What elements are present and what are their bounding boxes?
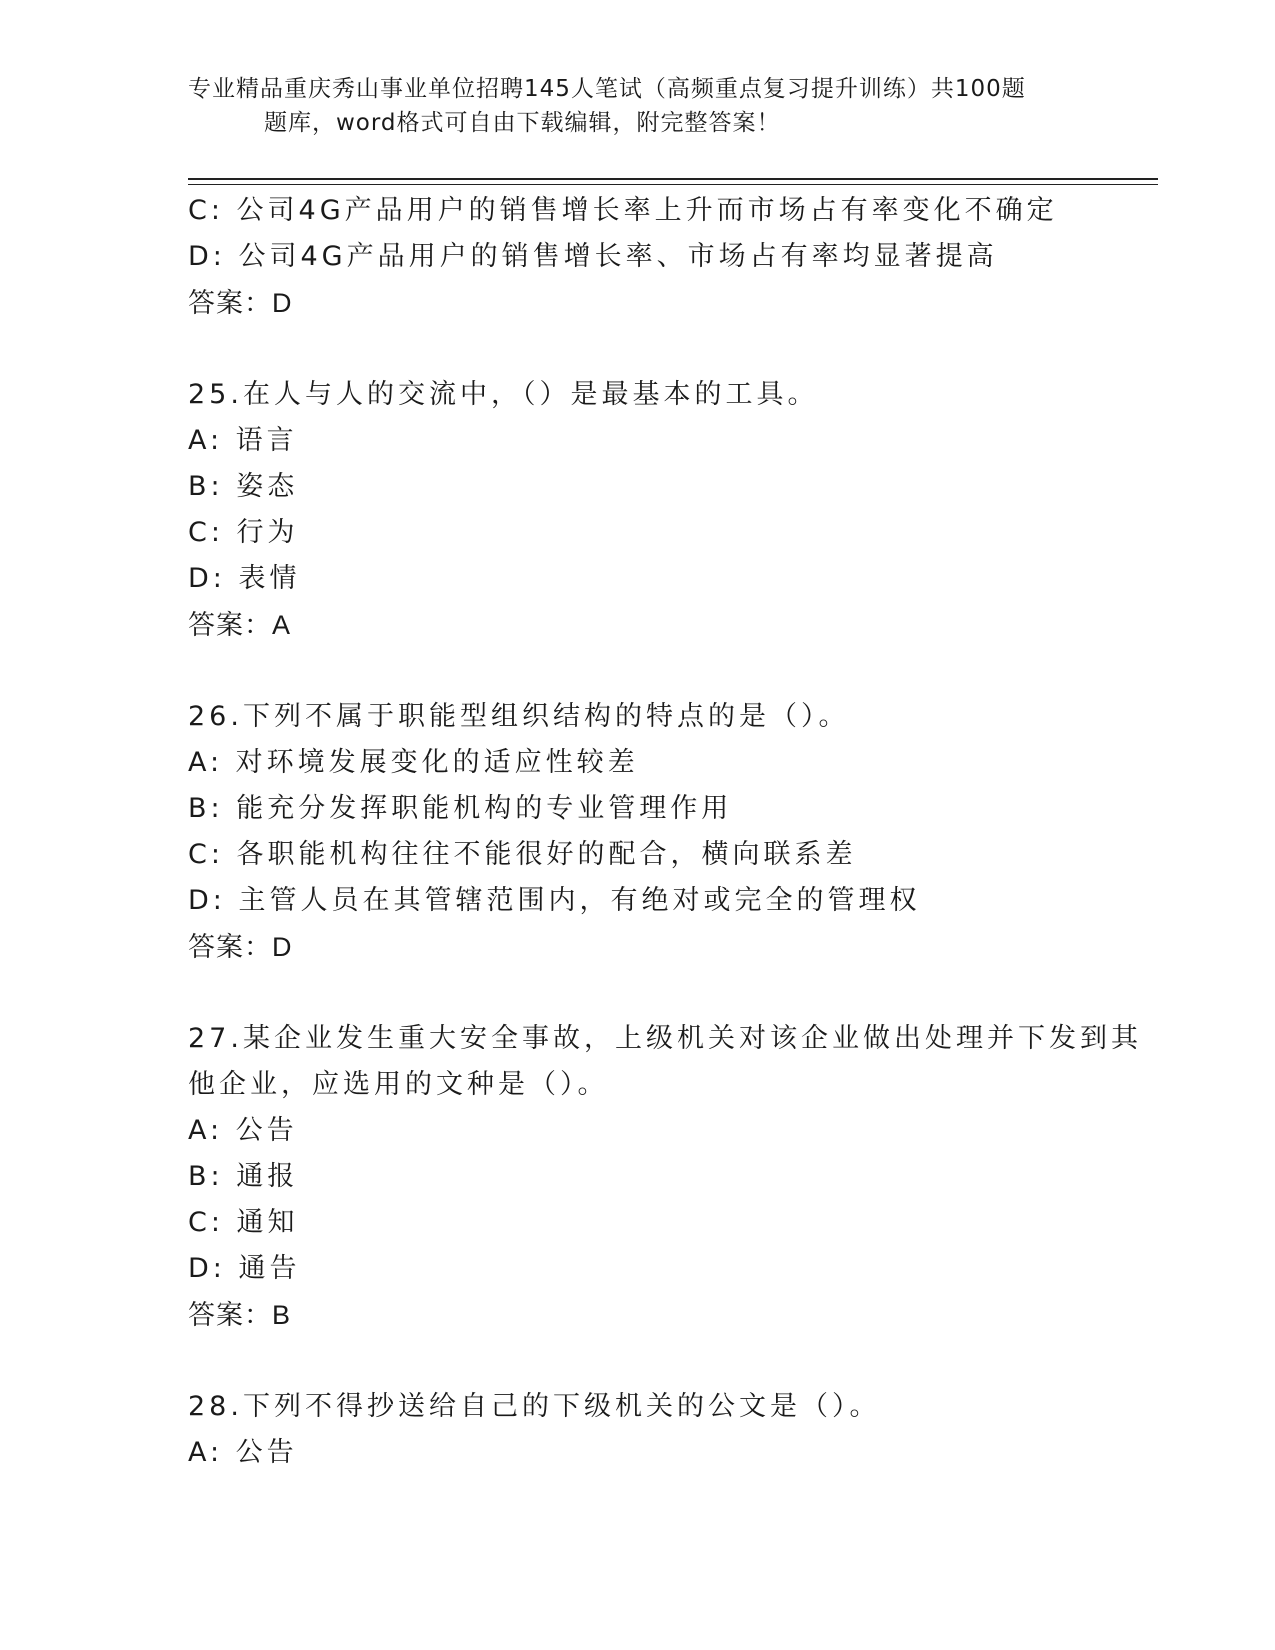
option-b: B: 能充分发挥职能机构的专业管理作用: [188, 793, 733, 824]
answer-line: 答案：B: [188, 1300, 292, 1330]
spacer: [188, 970, 1088, 1016]
spacer: [188, 648, 1088, 694]
question-26: [188, 694, 1088, 970]
question-stem: 26.下列不属于职能型组织结构的特点的是（）。: [188, 701, 850, 732]
question-list: [188, 188, 1142, 1476]
question-stem-line-1: 27.某企业发生重大安全事故，上级机关对该企业做出处理并下发到其: [188, 1023, 1142, 1054]
option-a: A: 语言: [188, 425, 298, 456]
question-28: [188, 1384, 1088, 1476]
spacer: [188, 326, 1088, 372]
header-title-line-2: 题库，word格式可自由下载编辑，附完整答案！: [264, 110, 781, 136]
option-d: D: 公司4G产品用户的销售增长率、市场占有率均显著提高: [188, 241, 998, 272]
question-stem: 28.下列不得抄送给自己的下级机关的公文是（）。: [188, 1391, 881, 1422]
answer-line: 答案：A: [188, 610, 292, 640]
answer-line: 答案：D: [188, 932, 293, 962]
question-24-continued: [188, 188, 1088, 326]
header-divider-thin: [188, 184, 1158, 185]
option-c: C: 各职能机构往往不能很好的配合，横向联系差: [188, 839, 857, 870]
question-stem-line-2: 他企业，应选用的文种是（）。: [188, 1069, 609, 1100]
option-d: D: 主管人员在其管辖范围内，有绝对或完全的管理权: [188, 885, 921, 916]
header-divider-thick: [188, 178, 1158, 180]
spacer: [188, 1338, 1088, 1384]
question-stem: 25.在人与人的交流中，（）是最基本的工具。: [188, 379, 819, 410]
question-25: [188, 372, 1088, 648]
option-b: B: 姿态: [188, 471, 299, 502]
option-a: A: 对环境发展变化的适应性较差: [188, 747, 639, 778]
question-27: [188, 1016, 1142, 1338]
option-d: D: 表情: [188, 563, 301, 594]
header-title-line-1: 专业精品重庆秀山事业单位招聘145人笔试（高频重点复习提升训练）共100题: [188, 76, 1026, 102]
option-c: C: 行为: [188, 517, 299, 548]
option-a: A: 公告: [188, 1437, 298, 1468]
option-c: C: 公司4G产品用户的销售增长率上升而市场占有率变化不确定: [188, 195, 1058, 226]
document-header: [188, 72, 1088, 140]
answer-line: 答案：D: [188, 288, 293, 318]
option-b: B: 通报: [188, 1161, 299, 1192]
option-a: A: 公告: [188, 1115, 298, 1146]
option-c: C: 通知: [188, 1207, 299, 1238]
option-d: D: 通告: [188, 1253, 301, 1284]
